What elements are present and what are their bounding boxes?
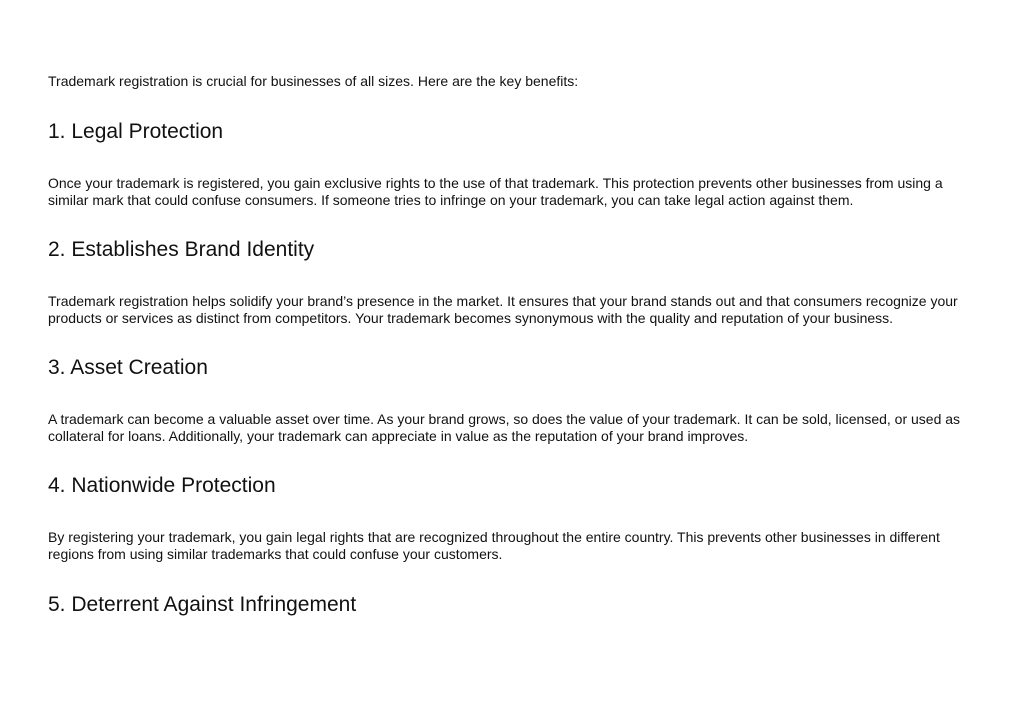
section-heading-deterrent: 5. Deterrent Against Infringement: [48, 593, 357, 616]
intro-paragraph: Trademark registration is crucial for businesses of all sizes. Here are the key benefits:: [48, 73, 579, 89]
section-body-asset-creation: A trademark can become a valuable asset over time. As your brand grows, so does the value of your trademark. It can be sold, licensed, or used as collateral for loans. Additionally, your trademark can appreciate in value as the reputation of your brand improves.: [48, 411, 961, 444]
section-heading-legal-protection: 1. Legal Protection: [48, 120, 224, 143]
section-body-brand-identity: Trademark registration helps solidify your brand’s presence in the market. It ensures that your brand stands out and that consumers recognize your products or services as distinct from competitors. Your trademark becomes synonymous with the quality and reputation of your business.: [48, 293, 958, 326]
section-heading-nationwide-protection: 4. Nationwide Protection: [48, 474, 276, 497]
section-body-nationwide-protection: By registering your trademark, you gain legal rights that are recognized throughout the entire country. This prevents other businesses in different regions from using similar trademarks that could confuse your customers.: [48, 529, 940, 562]
section-heading-brand-identity: 2. Establishes Brand Identity: [48, 238, 315, 261]
section-heading-asset-creation: 3. Asset Creation: [48, 356, 208, 379]
section-body-legal-protection: Once your trademark is registered, you gain exclusive rights to the use of that trademark. This protection prevents other businesses from using a similar mark that could confuse consumers. If someone tries to infringe on your trademark, you can take legal action against them.: [48, 175, 943, 208]
